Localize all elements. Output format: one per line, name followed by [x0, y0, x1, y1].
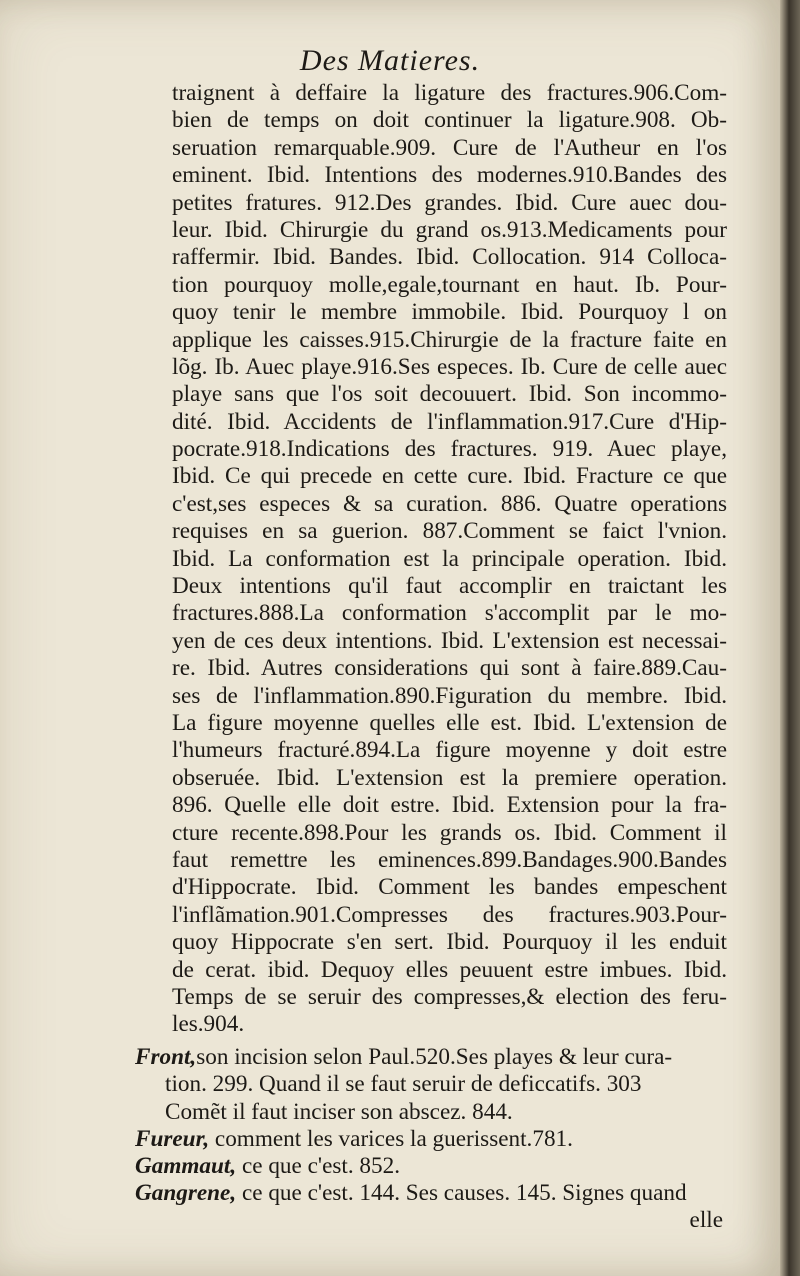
- text-line: obseruée. Ibid. L'extension est la premiere operation.: [172, 764, 727, 791]
- text-line: de cerat. ibid. Dequoy elles peuuent estre imbues. Ibid.: [172, 956, 727, 983]
- entry-term: Gammaut,: [135, 1153, 237, 1179]
- text-line: yen de ces deux intentions. Ibid. L'extension est necessai-: [172, 627, 727, 654]
- text-line: pocrate.918.Indications des fractures. 919. Auec playe,: [172, 436, 727, 463]
- text-line: La figure moyenne quelles elle est. Ibid. L'extension de: [172, 709, 727, 736]
- index-entry-front: [135, 1044, 735, 1126]
- text-line: seruation remarquable.909. Cure de l'Autheur en l'os: [172, 134, 727, 161]
- entry-text: son incision selon Paul.520.Ses playes & leur cura-: [196, 1044, 673, 1070]
- index-entry-fureur: [135, 1126, 735, 1153]
- text-line: quoy tenir le membre immobile. Ibid. Pourquoy l on: [172, 299, 727, 326]
- text-line: cture recente.898.Pour les grands os. Ibid. Comment il: [172, 819, 727, 846]
- index-entry-gammaut: [135, 1153, 735, 1180]
- text-line: Deux intentions qu'il faut accomplir en traictant les: [172, 573, 727, 600]
- text-line: petites fratures. 912.Des grandes. Ibid. Cure auec dou-: [172, 189, 727, 216]
- entry-line: [135, 1071, 735, 1098]
- text-line: Ibid. Ce qui precede en cette cure. Ibid. Fracture ce que: [172, 463, 727, 490]
- entry-text: elle: [689, 1207, 723, 1234]
- entry-text: ce que c'est. 852.: [236, 1153, 400, 1179]
- entry-text: Comẽt il faut inciser son abscez. 844.: [165, 1098, 513, 1125]
- entry-line: [135, 1207, 735, 1234]
- text-line: traignent à deffaire la ligature des fractures.906.Com-: [172, 80, 727, 106]
- entry-line: [135, 1153, 735, 1180]
- entry-text: comment les varices la guerissent.781.: [209, 1126, 573, 1152]
- text-line: applique les caisses.915.Chirurgie de la fracture faite en: [172, 326, 727, 353]
- text-line: Temps de se seruir des compresses,& election des feru-: [172, 983, 727, 1010]
- text-line: playe sans que l'os soit decouuert. Ibid. Son incommo-: [172, 381, 727, 408]
- entry-term: Fureur,: [135, 1126, 210, 1152]
- text-line: ses de l'inflammation.890.Figuration du membre. Ibid.: [172, 682, 727, 709]
- page-header: Des Matieres.: [299, 44, 481, 77]
- text-line: bien de temps on doit continuer la ligature.908. Ob-: [172, 107, 727, 134]
- text-line: dité. Ibid. Accidents de l'inflammation.917.Cure d'Hip-: [172, 408, 727, 435]
- text-line: requises en sa guerion. 887.Comment se faict l'vnion.: [172, 518, 727, 545]
- page-edge: [780, 0, 800, 1276]
- entry-text: tion. 299. Quand il se faut seruir de deficcatifs. 303: [165, 1071, 642, 1098]
- text-line: l'humeurs fracturé.894.La figure moyenne y doit estre: [172, 737, 727, 764]
- text-line: Ibid. La conformation est la principale operation. Ibid.: [172, 545, 727, 572]
- text-line: fractures.888.La conformation s'accomplit par le mo-: [172, 600, 727, 627]
- text-line: c'est,ses especes & sa curation. 886. Quatre operations: [172, 490, 727, 517]
- entry-term: Front,: [135, 1044, 197, 1070]
- text-line: eminent. Ibid. Intentions des modernes.910.Bandes des: [172, 162, 727, 189]
- text-line: lõg. Ib. Auec playe.916.Ses especes. Ib. Cure de celle auec: [172, 353, 727, 380]
- entry-line: [135, 1180, 735, 1207]
- text-line: raffermir. Ibid. Bandes. Ibid. Collocation. 914 Colloca-: [172, 244, 727, 271]
- text-line: leur. Ibid. Chirurgie du grand os.913.Medicaments pour: [172, 216, 727, 243]
- text-line: tion pourquoy molle,egale,tournant en haut. Ib. Pour-: [172, 271, 727, 298]
- entry-line: [135, 1099, 735, 1126]
- entry-text: ce que c'est. 144. Ses causes. 145. Signes quand: [236, 1180, 687, 1206]
- entry-term: Gangrene,: [135, 1180, 237, 1206]
- text-line: l'inflãmation.901.Compresses des fractures.903.Pour-: [172, 901, 727, 928]
- text-line: 896. Quelle elle doit estre. Ibid. Extension pour la fra-: [172, 792, 727, 819]
- entry-line: [135, 1126, 735, 1153]
- text-line: les.904.: [172, 1011, 245, 1038]
- text-line: re. Ibid. Autres considerations qui sont à faire.889.Cau-: [172, 655, 727, 682]
- entry-line: [135, 1044, 735, 1071]
- index-entry-fracture: [172, 80, 727, 1039]
- text-line: d'Hippocrate. Ibid. Comment les bandes empeschent: [172, 874, 727, 901]
- text-line: faut remettre les eminences.899.Bandages.900.Bandes: [172, 846, 727, 873]
- text-line: quoy Hippocrate s'en sert. Ibid. Pourquoy il les enduit: [172, 929, 727, 956]
- index-entry-gangrene: [135, 1180, 735, 1235]
